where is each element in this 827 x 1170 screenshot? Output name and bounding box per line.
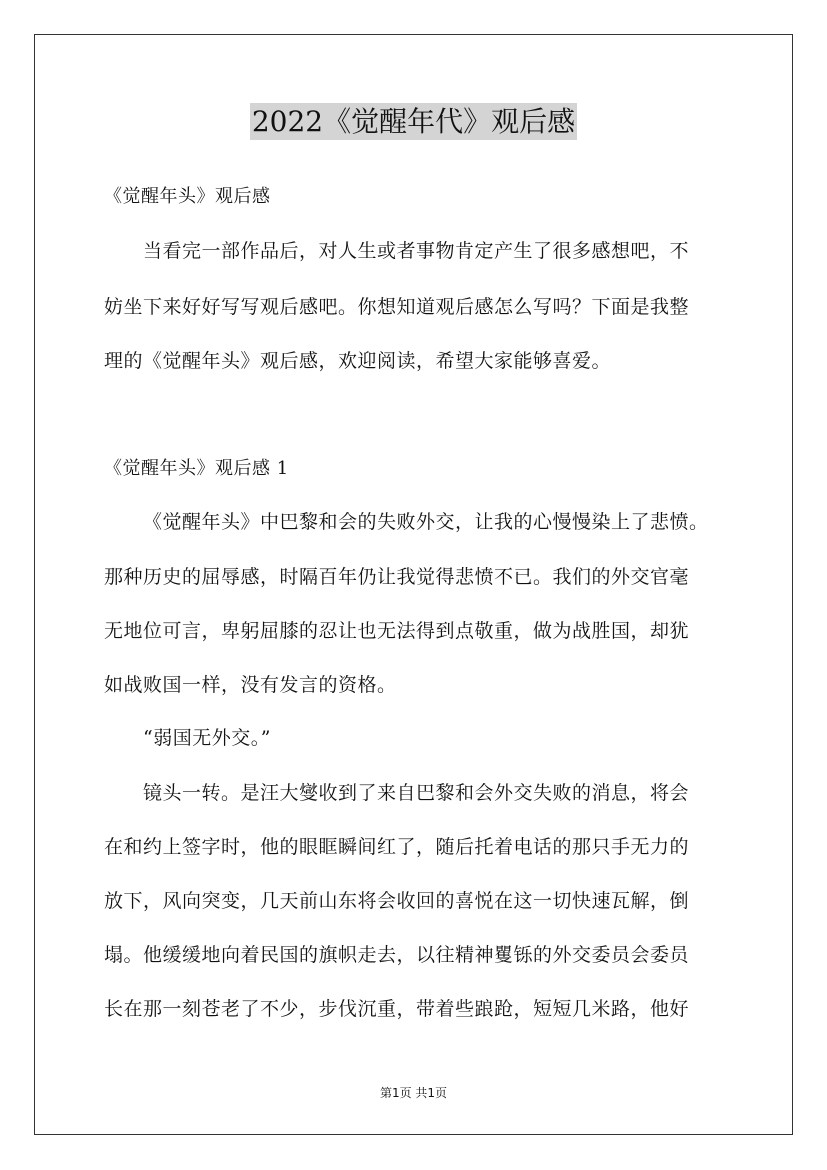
body-line: 那种历史的屈辱感，时隔百年仍让我觉得悲愤不已。我们的外交官毫 (104, 566, 690, 588)
document-title: 2022《觉醒年代》观后感 (251, 105, 576, 138)
body-line: 《觉醒年头》中巴黎和会的失败外交，让我的心慢慢染上了悲愤。 (143, 511, 709, 533)
body-line: 无地位可言，卑躬屈膝的忍让也无法得到点敬重，做为战胜国，却犹 (104, 620, 690, 642)
section-heading: 《觉醒年头》观后感 1 (104, 458, 289, 479)
subtitle: 《觉醒年头》观后感 (104, 186, 271, 207)
intro-line: 理的《觉醒年头》观后感，欢迎阅读，希望大家能够喜爱。 (104, 350, 612, 372)
intro-line: 当看完一部作品后，对人生或者事物肯定产生了很多感想吧，不 (143, 240, 690, 262)
body-line: 如战败国一样，没有发言的资格。 (104, 674, 397, 696)
body-line: 镜头一转。是汪大燮收到了来自巴黎和会外交失败的消息，将会 (143, 782, 690, 804)
body-line: 在和约上签字时，他的眼眶瞬间红了，随后托着电话的那只手无力的 (104, 836, 690, 858)
intro-line: 妨坐下来好好写写观后感吧。你想知道观后感怎么写吗？下面是我整 (104, 296, 690, 318)
body-line: 放下，风向突变，几天前山东将会收回的喜悦在这一切快速瓦解，倒 (104, 890, 690, 912)
body-line: 长在那一刻苍老了不少，步伐沉重，带着些踉跄，短短几米路，他好 (104, 998, 690, 1020)
body-line: 塌。他缓缓地向着民国的旗帜走去，以往精神矍铄的外交委员会委员 (104, 944, 690, 966)
document-title-wrap (0, 100, 827, 140)
body-line: “弱国无外交。” (143, 727, 271, 749)
page-footer: 第1页 共1页 (379, 1086, 448, 1100)
